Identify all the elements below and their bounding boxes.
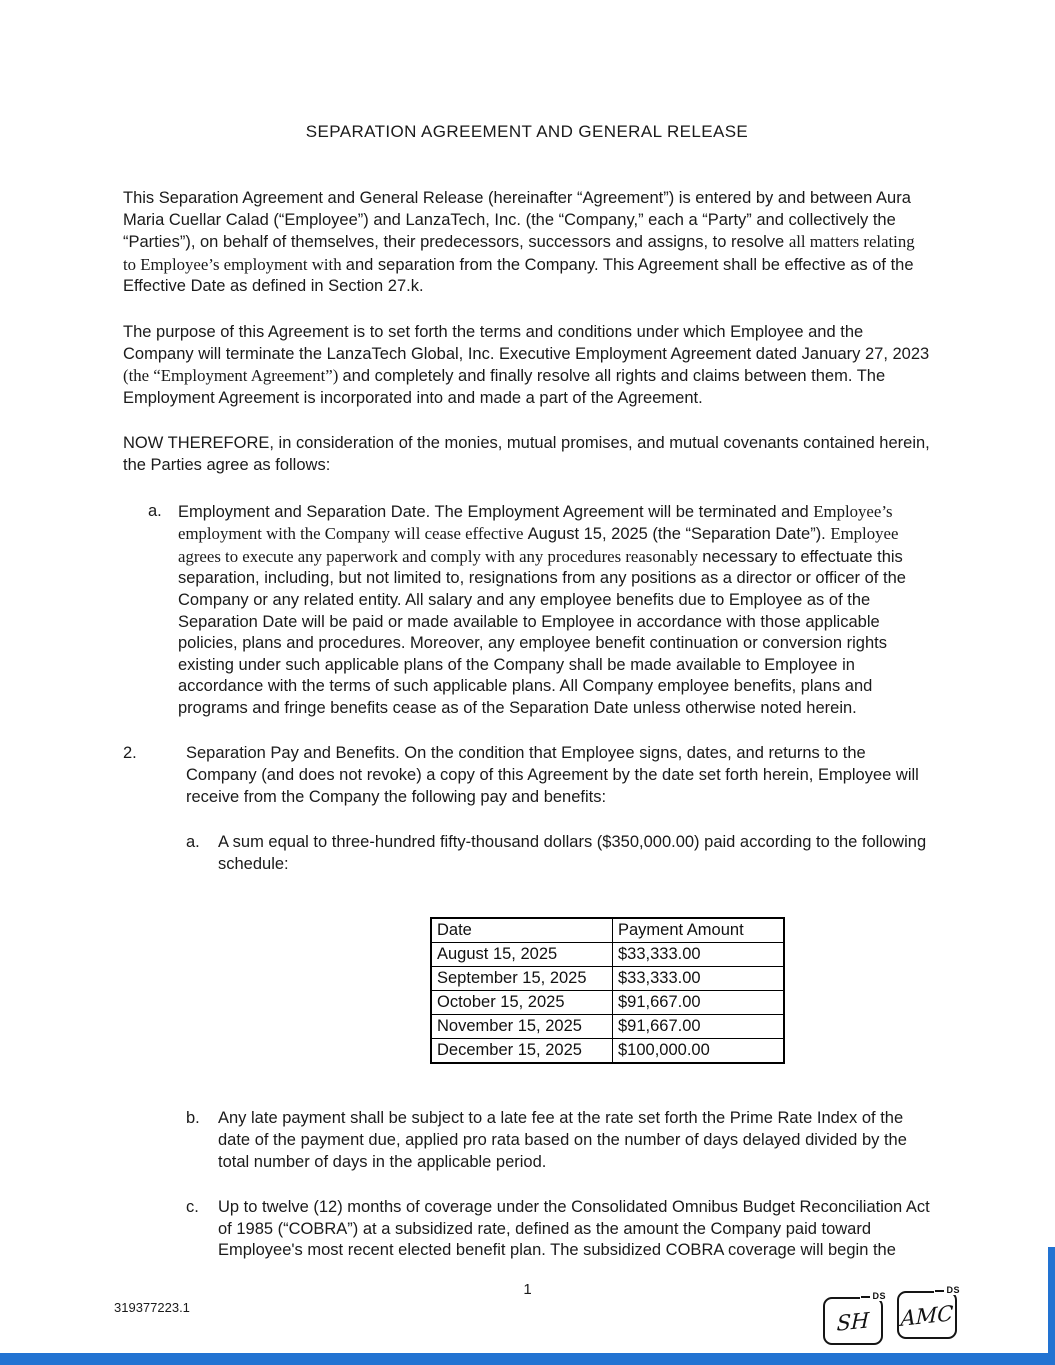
document-content <box>123 0 931 1286</box>
paragraph-run: This Separation Agreement and General Release (hereinafter “Agreement”) is entered by and between Aura Maria Cuellar Calad (“Employee”) and LanzaTech, Inc. (the “Company,” each a “Party” and collectively the “Parties”), on behalf of themselves, their predecessors, successors and assigns, to resolve <box>123 189 911 252</box>
table-row <box>431 943 784 967</box>
table-cell-date: December 15, 2025 <box>431 1039 613 1064</box>
paragraph-run: Separation Pay and Benefits. On the condition that Employee signs, dates, and returns to the Company (and does not revoke) a copy of this Agreement by the date set forth herein, Employee will receive from the Company the following pay and benefits: <box>186 744 919 806</box>
paragraph-run: Up to twelve (12) months of coverage under the Consolidated Omnibus Budget Reconciliation Act of 1985 (“COBRA”) at a subsidized rate, defined as the amount the Company paid toward Employee's most recent elected benefit plan. The subsidized COBRA coverage will begin the <box>218 1198 930 1260</box>
docusign-logo-badge: DS <box>934 1285 961 1295</box>
table-cell-date: November 15, 2025 <box>431 1015 613 1039</box>
list-item-text <box>218 832 931 875</box>
list-item-text <box>186 743 931 808</box>
document-title: SEPARATION AGREEMENT AND GENERAL RELEASE <box>305 122 749 141</box>
signature-initials: AMC <box>900 1301 954 1331</box>
list-marker: a. <box>148 501 162 520</box>
list-item-cobra-coverage <box>186 1197 931 1262</box>
docusign-initials-stamp-2[interactable] <box>897 1285 960 1339</box>
table-row <box>431 1015 784 1039</box>
paragraph-run: NOW THEREFORE, in consideration of the monies, mutual promises, and mutual covenants contained herein, the Parties agree as follows: <box>123 434 930 474</box>
paragraph-run: Employee’s employment with the Company will cease effective <box>178 501 893 544</box>
list-item-employment-separation-date <box>148 501 931 720</box>
paragraph-run: Any late payment shall be subject to a late fee at the rate set forth the Prime Rate Index of the date of the payment due, applied pro rata based on the number of days delayed divided by the total number of days in the applicable period. <box>218 1109 907 1171</box>
list-item-late-payment <box>186 1108 931 1173</box>
list-marker: a. <box>186 833 200 852</box>
purpose-paragraph <box>123 322 931 409</box>
table-cell-amount: $100,000.00 <box>613 1039 785 1064</box>
table-cell-date: August 15, 2025 <box>431 943 613 967</box>
table-row <box>431 991 784 1015</box>
paragraph-run: (the “Employment Agreement”) <box>123 366 343 386</box>
list-item-text <box>218 1108 931 1173</box>
paragraph-run: August 15, 2025 (the “Separation Date”). <box>527 525 831 544</box>
list-item-text <box>218 1197 931 1262</box>
table-cell-amount: $91,667.00 <box>613 991 785 1015</box>
paragraph-run: necessary to effectuate this separation, including, but not limited to, resignations from any positions as a director or officer of the Company or any related entity. All salary and any employee benefits due to Employee as of the Separation Date will be paid or made available to Employee in accordance with those applicable policies, plans and procedures. Moreover, any employee benefit continuation or conversion rights existing under such applicable plans of the Company shall be made available to Employee in accordance with the terms of such applicable plans. All Company employee benefits, plans and programs and fringe benefits cease as of the Separation Date unless otherwise noted herein. <box>178 547 906 717</box>
table-cell-amount: $33,333.00 <box>613 967 785 991</box>
docusign-initials-stamp-1[interactable] <box>823 1291 886 1345</box>
page-number: 1 <box>523 1281 532 1298</box>
table-cell-date: September 15, 2025 <box>431 967 613 991</box>
paragraph-run: Employee agrees to execute any paperwork and comply with any procedures reasonably <box>178 524 899 566</box>
paragraph-run: A sum equal to three-hundred fifty-thousand dollars ($350,000.00) paid according to the following schedule: <box>218 833 927 873</box>
scan-edge-bottom <box>0 1353 1055 1365</box>
table-header-row <box>431 918 784 943</box>
table-header-date: Date <box>431 918 613 943</box>
list-marker: c. <box>186 1198 199 1217</box>
paragraph-run: Employment and Separation Date. The Employment Agreement will be terminated and <box>178 502 814 521</box>
list-marker: 2. <box>123 744 137 763</box>
paragraph-run: and separation from the Company. This Agreement shall be effective as of the Effective Date as defined in Section 27.k. <box>123 255 914 296</box>
table-cell-date: October 15, 2025 <box>431 991 613 1015</box>
paragraph-run: all matters relating to Employee’s employment with <box>123 232 915 274</box>
table-cell-amount: $91,667.00 <box>613 1015 785 1039</box>
docusign-logo-badge: DS <box>860 1291 887 1301</box>
list-marker: b. <box>186 1109 200 1128</box>
paragraph-run: The purpose of this Agreement is to set forth the terms and conditions under which Employee and the Company will terminate the LanzaTech Global, Inc. Executive Employment Agreement dated January 27, 2023 <box>123 322 930 363</box>
document-id: 319377223.1 <box>114 1300 190 1315</box>
table-row <box>431 1039 784 1064</box>
table-header-payment-amount: Payment Amount <box>613 918 785 943</box>
list-item-text <box>178 501 931 720</box>
paragraph-run: and completely and finally resolve all rights and claims between them. The Employment Agreement is incorporated into and made a part of the Agreement. <box>123 367 886 407</box>
table-row <box>431 967 784 991</box>
table-cell-amount: $33,333.00 <box>613 943 785 967</box>
now-therefore-paragraph <box>123 433 931 476</box>
list-item-sum-schedule <box>186 832 931 875</box>
payment-schedule-table <box>430 917 785 1064</box>
signature-initials: SH <box>836 1308 870 1336</box>
list-item-separation-pay-benefits <box>123 743 931 808</box>
scan-edge-right <box>1048 1247 1055 1365</box>
intro-paragraph <box>123 188 931 298</box>
